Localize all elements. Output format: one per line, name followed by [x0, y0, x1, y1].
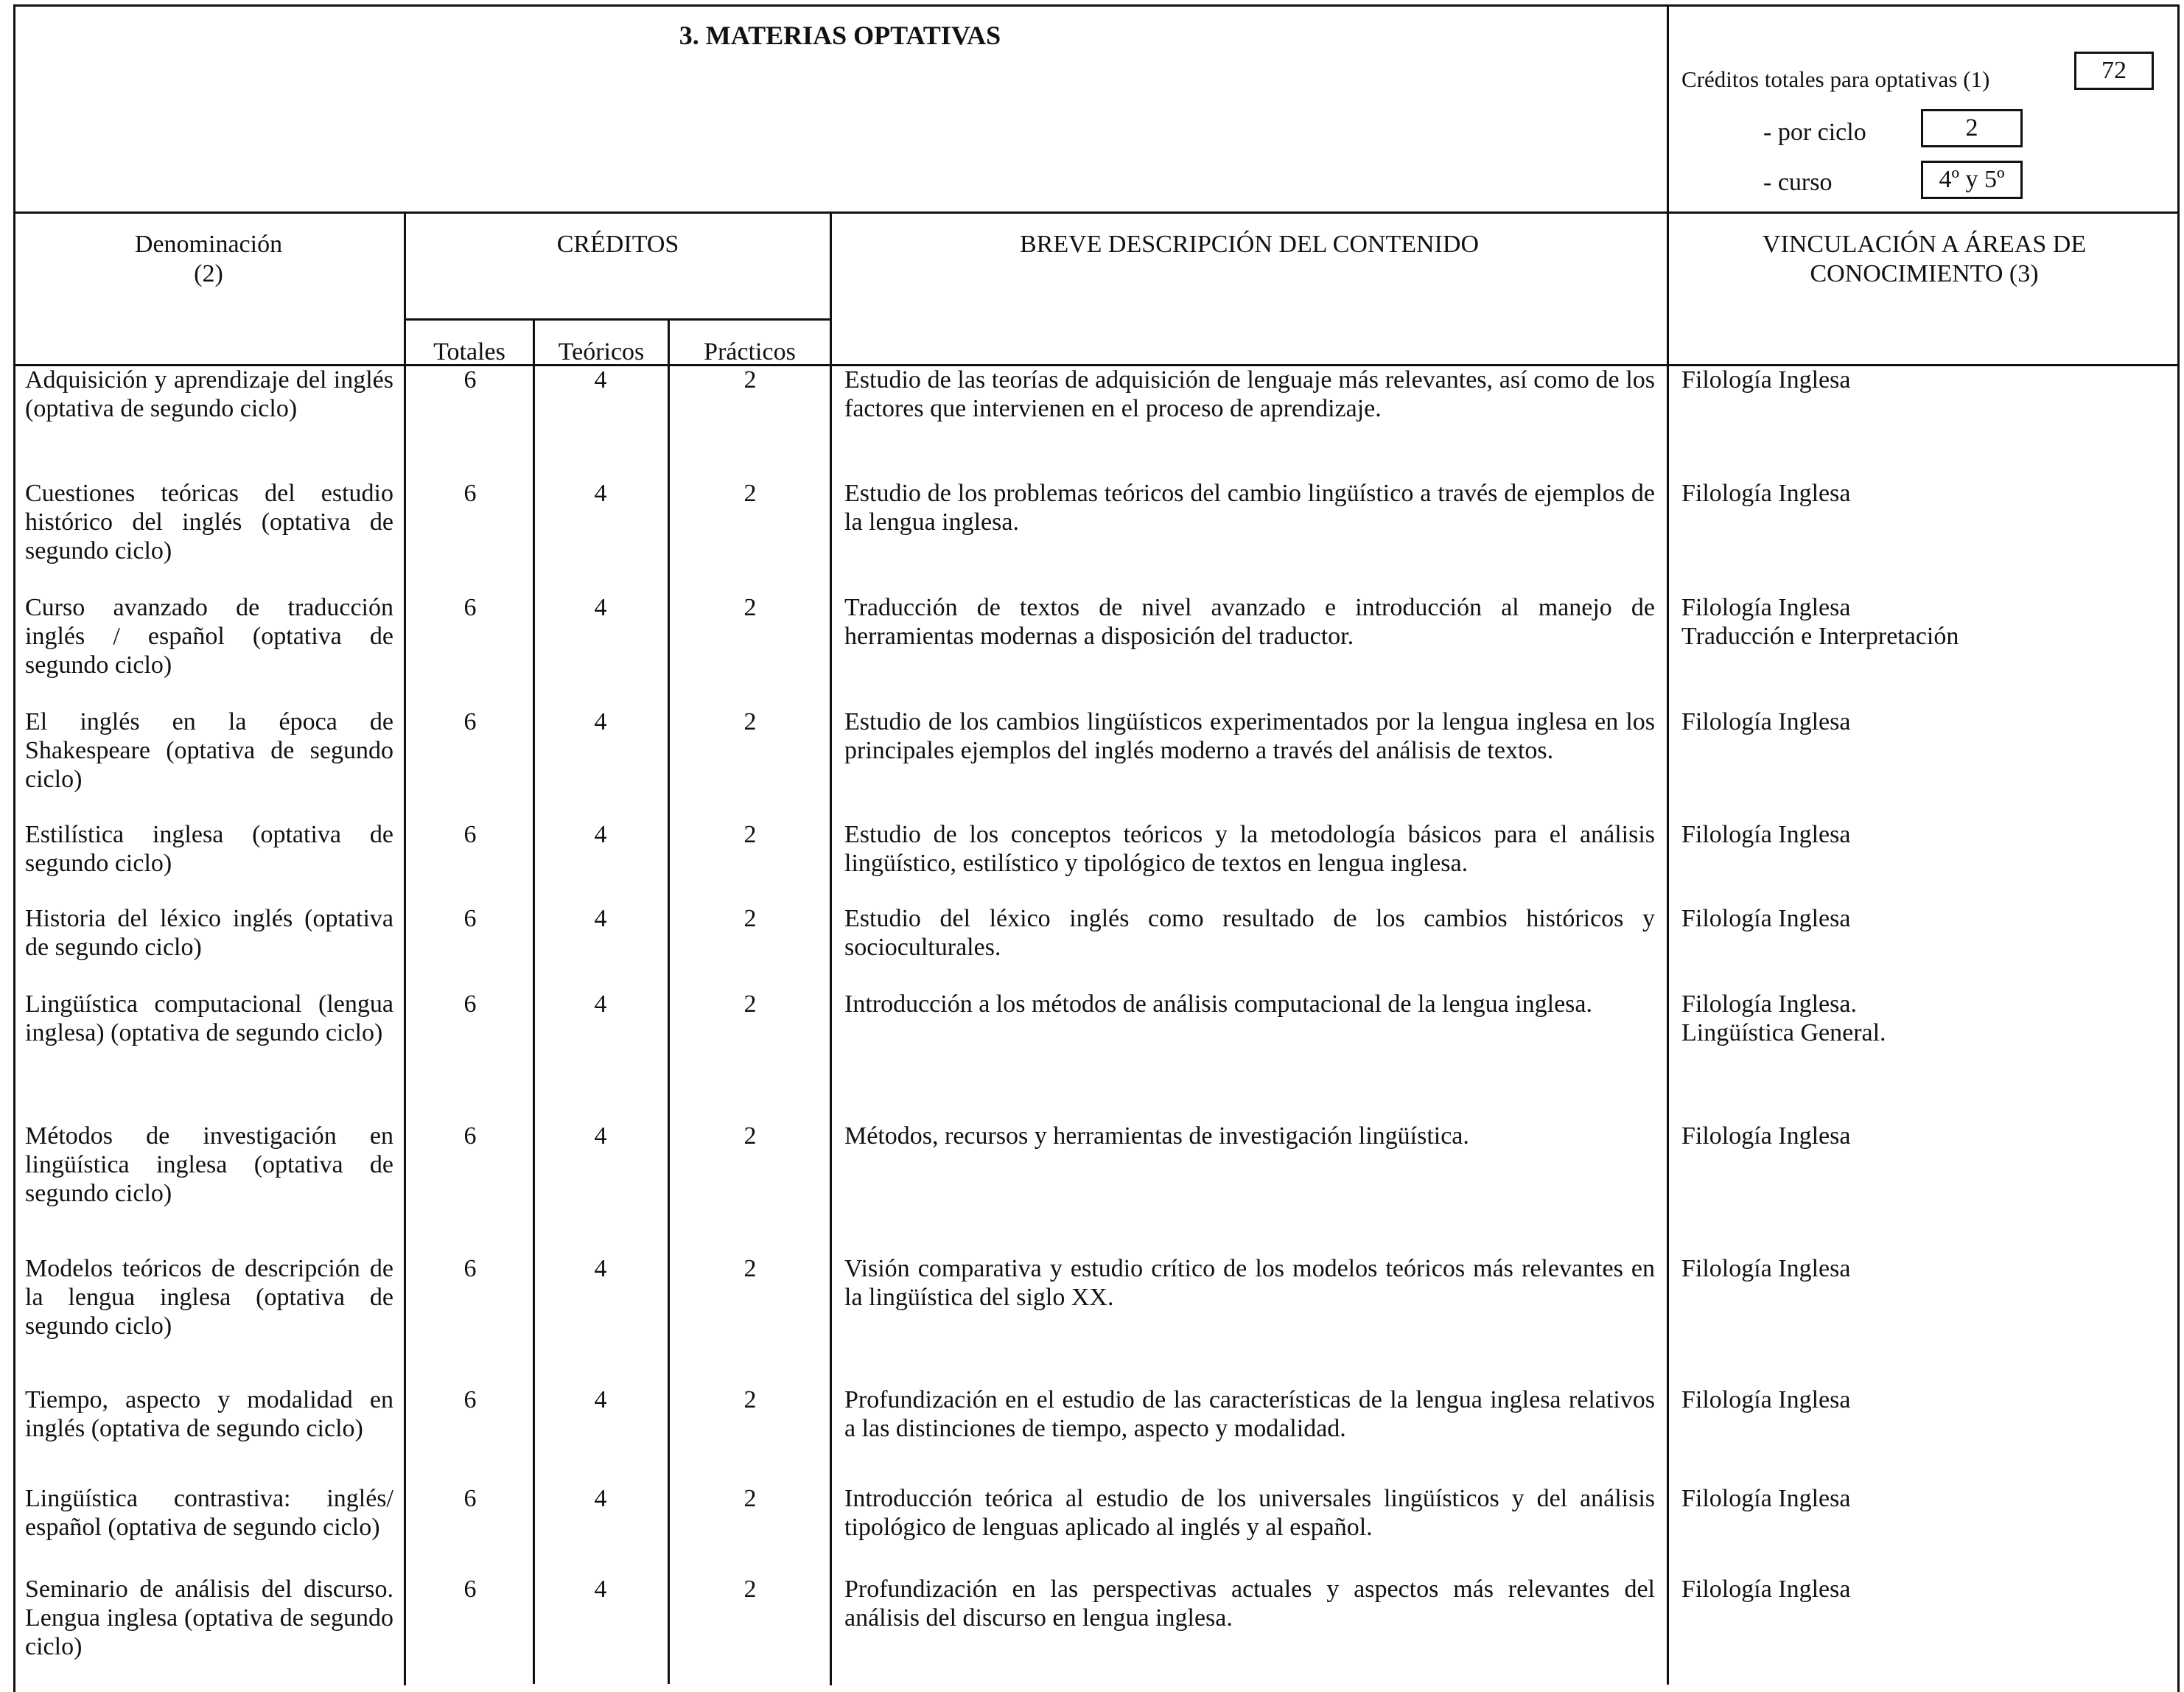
row-teoricos: 4: [594, 1576, 607, 1603]
row-practicos: 2: [743, 366, 757, 394]
col-divider-teoricos: [668, 321, 670, 1684]
row-descripcion: Profundización en el estudio de las características de la lengua inglesa relativos a las distinciones de tiempo, aspecto y modalidad.: [844, 1386, 1655, 1442]
header-creditos: CRÉDITOS: [556, 231, 679, 258]
row-areas-line: Traducción e Interpretación: [1681, 623, 1959, 650]
row-descripcion: Estudio del léxico inglés como resultado de los cambios históricos y socioculturales.: [844, 905, 1655, 961]
row-areas: Filología Inglesa: [1681, 480, 1851, 507]
curso-value: 4º y 5º: [1921, 161, 2023, 199]
row-teoricos: 4: [594, 1255, 607, 1282]
row-practicos: 2: [743, 594, 757, 621]
row-totales: 6: [463, 1485, 477, 1512]
row-areas: Filología Inglesa: [1681, 708, 1851, 735]
header-teoricos: Teóricos: [558, 338, 645, 366]
row-practicos: 2: [743, 708, 757, 735]
row-teoricos: 4: [594, 1386, 607, 1413]
col-divider-creditos: [830, 212, 832, 1685]
page-title: 3. MATERIAS OPTATIVAS: [679, 21, 1001, 50]
row-teoricos: 4: [594, 990, 607, 1018]
row-totales: 6: [463, 821, 477, 848]
row-totales: 6: [463, 708, 477, 735]
row-totales: 6: [463, 905, 477, 932]
row-descripcion: Visión comparativa y estudio crítico de los modelos teóricos más relevantes en la lingüística del siglo XX.: [844, 1255, 1655, 1311]
row-teoricos: 4: [594, 366, 607, 394]
row-totales: 6: [463, 1576, 477, 1603]
row-descripcion: Traducción de textos de nivel avanzado e introducción al manejo de herramientas modernas a disposición del traductor.: [844, 594, 1655, 650]
header-descripcion: BREVE DESCRIPCIÓN DEL CONTENIDO: [1019, 231, 1479, 258]
header-practicos: Prácticos: [704, 338, 796, 366]
row-denominacion: Adquisición y aprendizaje del inglés (optativa de segundo ciclo): [25, 366, 393, 422]
header-vinculacion-line1: VINCULACIÓN A ÁREAS DE: [1762, 231, 2087, 258]
header-vinculacion-line2: CONOCIMIENTO (3): [1810, 260, 2039, 287]
col-divider-totales: [533, 321, 535, 1684]
row-areas-line: Filología Inglesa: [1681, 594, 1851, 621]
row-descripcion: Introducción teórica al estudio de los universales lingüísticos y del análisis tipológico de lenguas aplicado al inglés y al español.: [844, 1485, 1655, 1541]
row-denominacion: Estilística inglesa (optativa de segundo ciclo): [25, 821, 393, 877]
row-totales: 6: [463, 366, 477, 394]
row-areas: Filología Inglesa: [1681, 1576, 1851, 1603]
row-denominacion: Seminario de análisis del discurso. Lengua inglesa (optativa de segundo ciclo): [25, 1576, 393, 1660]
row-denominacion: Lingüística computacional (lengua inglesa) (optativa de segundo ciclo): [25, 990, 393, 1046]
row-areas: [1681, 990, 2168, 1047]
row-teoricos: 4: [594, 594, 607, 621]
row-denominacion: Cuestiones teóricas del estudio histórico del inglés (optativa de segundo ciclo): [25, 480, 393, 564]
col-divider-denominacion: [404, 212, 406, 1685]
row-areas-line: Filología Inglesa.: [1681, 990, 1857, 1018]
creditos-totales-value: 72: [2074, 52, 2154, 90]
row-denominacion: Lingüística contrastiva: inglés/ español (optativa de segundo ciclo): [25, 1485, 393, 1541]
row-totales: 6: [463, 990, 477, 1018]
row-areas-line: Lingüística General.: [1681, 1019, 1886, 1046]
row-totales: 6: [463, 594, 477, 621]
row-totales: 6: [463, 1386, 477, 1413]
row-practicos: 2: [743, 905, 757, 932]
por-ciclo-value: 2: [1921, 109, 2023, 147]
row-areas: Filología Inglesa: [1681, 905, 1851, 932]
row-teoricos: 4: [594, 708, 607, 735]
row-practicos: 2: [743, 821, 757, 848]
creditos-totales-label: Créditos totales para optativas (1): [1681, 66, 1990, 92]
row-practicos: 2: [743, 1386, 757, 1413]
row-teoricos: 4: [594, 480, 607, 507]
row-areas: Filología Inglesa: [1681, 1122, 1851, 1150]
header-totales: Totales: [433, 338, 505, 366]
row-practicos: 2: [743, 480, 757, 507]
row-denominacion: Curso avanzado de traducción inglés / español (optativa de segundo ciclo): [25, 594, 393, 679]
row-areas: Filología Inglesa: [1681, 366, 1851, 394]
row-teoricos: 4: [594, 905, 607, 932]
row-teoricos: 4: [594, 1485, 607, 1512]
header-bottom-rule: [13, 212, 2180, 214]
row-teoricos: 4: [594, 1122, 607, 1150]
row-practicos: 2: [743, 1255, 757, 1282]
row-totales: 6: [463, 1122, 477, 1150]
row-totales: 6: [463, 480, 477, 507]
header-denominacion: [13, 230, 404, 289]
row-descripcion: Estudio de las teorías de adquisición de lenguaje más relevantes, así como de los factores que intervienen en el proceso de aprendizaje.: [844, 366, 1655, 422]
row-areas: Filología Inglesa: [1681, 821, 1851, 848]
row-denominacion: Tiempo, aspecto y modalidad en inglés (optativa de segundo ciclo): [25, 1386, 393, 1442]
row-denominacion: Historia del léxico inglés (optativa de segundo ciclo): [25, 905, 393, 961]
row-practicos: 2: [743, 1576, 757, 1603]
row-teoricos: 4: [594, 821, 607, 848]
row-descripcion: Profundización en las perspectivas actuales y aspectos más relevantes del análisis del discurso en lengua inglesa.: [844, 1576, 1655, 1632]
creditos-subheader-rule: [404, 318, 832, 321]
row-areas: [1681, 593, 2168, 651]
row-denominacion: El inglés en la época de Shakespeare (optativa de segundo ciclo): [25, 708, 393, 793]
row-totales: 6: [463, 1255, 477, 1282]
row-descripcion: Estudio de los problemas teóricos del cambio lingüístico a través de ejemplos de la lengua inglesa.: [844, 480, 1655, 536]
row-descripcion: Estudio de los cambios lingüísticos experimentados por la lengua inglesa en los principales ejemplos del inglés moderno a través del análisis de textos.: [844, 708, 1655, 764]
row-areas: Filología Inglesa: [1681, 1485, 1851, 1512]
row-descripcion: Métodos, recursos y herramientas de investigación lingüística.: [844, 1122, 1469, 1150]
row-practicos: 2: [743, 1485, 757, 1512]
header-vinculacion: [1669, 230, 2180, 289]
por-ciclo-label: - por ciclo: [1763, 119, 1866, 146]
row-practicos: 2: [743, 990, 757, 1018]
row-descripcion: Estudio de los conceptos teóricos y la metodología básicos para el análisis lingüístico, estilístico y tipológico de textos en lengua inglesa.: [844, 821, 1655, 877]
row-practicos: 2: [743, 1122, 757, 1150]
header-denominacion-label: Denominación: [134, 231, 283, 258]
row-areas: Filología Inglesa: [1681, 1255, 1851, 1282]
row-denominacion: Modelos teóricos de descripción de la lengua inglesa (optativa de segundo ciclo): [25, 1255, 393, 1340]
curso-label: - curso: [1763, 169, 1833, 196]
row-areas: Filología Inglesa: [1681, 1386, 1851, 1413]
row-denominacion: Métodos de investigación en lingüística inglesa (optativa de segundo ciclo): [25, 1122, 393, 1207]
row-descripcion: Introducción a los métodos de análisis computacional de la lengua inglesa.: [844, 990, 1592, 1018]
header-denominacion-note: (2): [194, 260, 223, 287]
